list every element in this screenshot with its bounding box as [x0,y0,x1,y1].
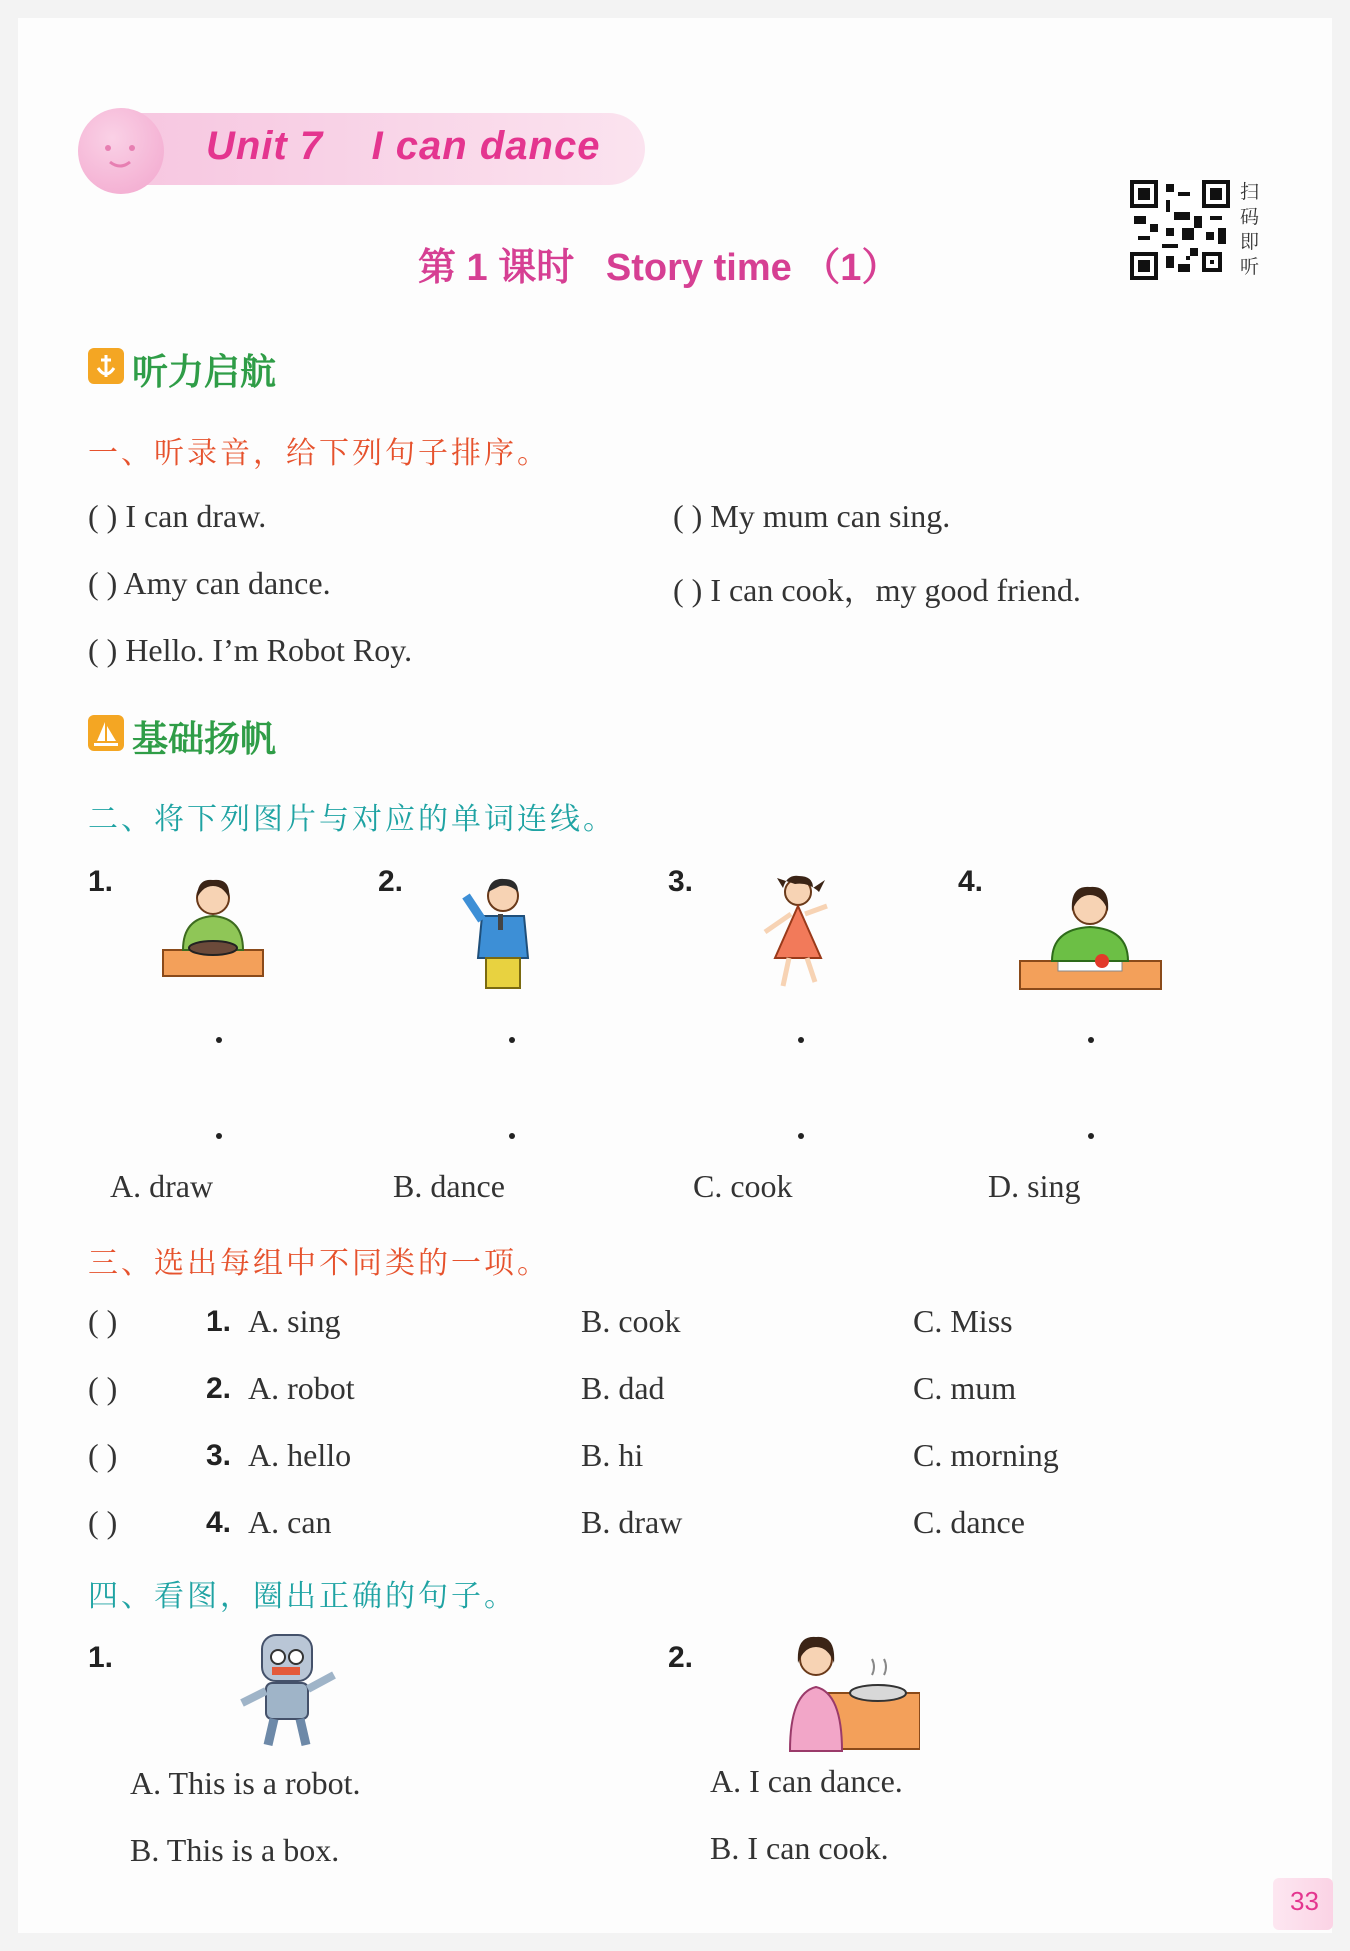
task3-row-1-number: 1. [206,1305,232,1338]
task3-row-3-number: 3. [206,1439,232,1472]
section-title-listening: 听力启航 [132,351,277,392]
girl-cooking-picture [780,1623,920,1753]
task4-q2-number: 2. [668,1641,694,1674]
qr-label: 扫 码 即 听 [1240,182,1260,278]
task2-number-3: 3. [668,865,694,898]
task3-row-4-number: 4. [206,1506,232,1539]
task4-q1-option-b[interactable]: B. This is a box. [130,1832,340,1868]
mascot-ball-icon [78,108,164,194]
boy-singing-picture [448,866,558,996]
lesson-title: 第 1 课时 Story time （1） [418,247,900,289]
task3-row-4-b: B. draw [581,1504,683,1540]
task2-number-2: 2. [378,865,404,898]
task4-q1-option-a[interactable]: A. This is a robot. [130,1765,361,1801]
task2-number-1: 1. [88,865,114,898]
task3-row-1-c: C. Miss [913,1303,1013,1339]
task3-row-4-c: C. dance [913,1504,1025,1540]
girl-dancing-picture [743,866,853,996]
woman-cooking-picture [153,868,273,988]
task1-item-5[interactable]: ( ) Hello. I’m Robot Roy. [88,632,413,668]
anchor-icon [88,348,124,384]
task3-row-3-b: B. hi [581,1437,644,1473]
task3-row-2-number: 2. [206,1372,232,1405]
task3-row-4-a: A. can [248,1504,332,1540]
match-dot-word-c[interactable] [798,1133,804,1139]
task2-instruction: 二、将下列图片与对应的单词连线。 [88,803,616,836]
robot-picture [228,1623,348,1753]
section-title-basics: 基础扬帆 [132,718,277,759]
task2-number-4: 4. [958,865,984,898]
girl-drawing-picture [1018,873,1163,993]
match-dot-word-b[interactable] [509,1133,515,1139]
task3-row-2-c: C. mum [913,1370,1017,1406]
task3-row-2-paren[interactable]: ( ) [88,1370,118,1406]
match-dot-word-d[interactable] [1088,1133,1094,1139]
task1-item-4[interactable]: ( ) I can cook，my good friend. [673,572,1081,608]
task1-instruction: 一、听录音，给下列句子排序。 [88,437,550,470]
task3-row-3-paren[interactable]: ( ) [88,1437,118,1473]
task3-row-1-paren[interactable]: ( ) [88,1303,118,1339]
task1-item-2[interactable]: ( ) My mum can sing. [673,498,951,534]
match-dot-picture-1[interactable] [216,1037,222,1043]
match-dot-picture-2[interactable] [509,1037,515,1043]
task3-row-1-b: B. cook [581,1303,681,1339]
match-dot-picture-4[interactable] [1088,1037,1094,1043]
task4-q2-option-a[interactable]: A. I can dance. [710,1763,903,1799]
task4-q1-number: 1. [88,1641,114,1674]
task2-option-a: A. draw [110,1168,214,1204]
task3-row-3-a: A. hello [248,1437,352,1473]
page-number: 33 [1290,1886,1319,1916]
task3-row-1-a: A. sing [248,1303,341,1339]
match-dot-word-a[interactable] [216,1133,222,1139]
task3-row-2-b: B. dad [581,1370,665,1406]
task4-q2-option-b[interactable]: B. I can cook. [710,1830,889,1866]
task3-row-4-paren[interactable]: ( ) [88,1504,118,1540]
task3-row-3-c: C. morning [913,1437,1059,1473]
match-dot-picture-3[interactable] [798,1037,804,1043]
task1-item-1[interactable]: ( ) I can draw. [88,498,267,534]
sailboat-icon [88,715,124,751]
task1-item-3[interactable]: ( ) Amy can dance. [88,565,331,601]
task2-option-d: D. sing [988,1168,1081,1204]
unit-title: Unit 7 I can dance [206,124,601,168]
task3-row-2-a: A. robot [248,1370,355,1406]
task3-instruction: 三、选出每组中不同类的一项。 [88,1247,550,1280]
task4-instruction: 四、看图，圈出正确的句子。 [88,1580,517,1613]
qr-code-icon[interactable] [1130,180,1230,280]
task2-option-c: C. cook [693,1168,793,1204]
workbook-page [18,18,1332,1933]
task2-option-b: B. dance [393,1168,505,1204]
